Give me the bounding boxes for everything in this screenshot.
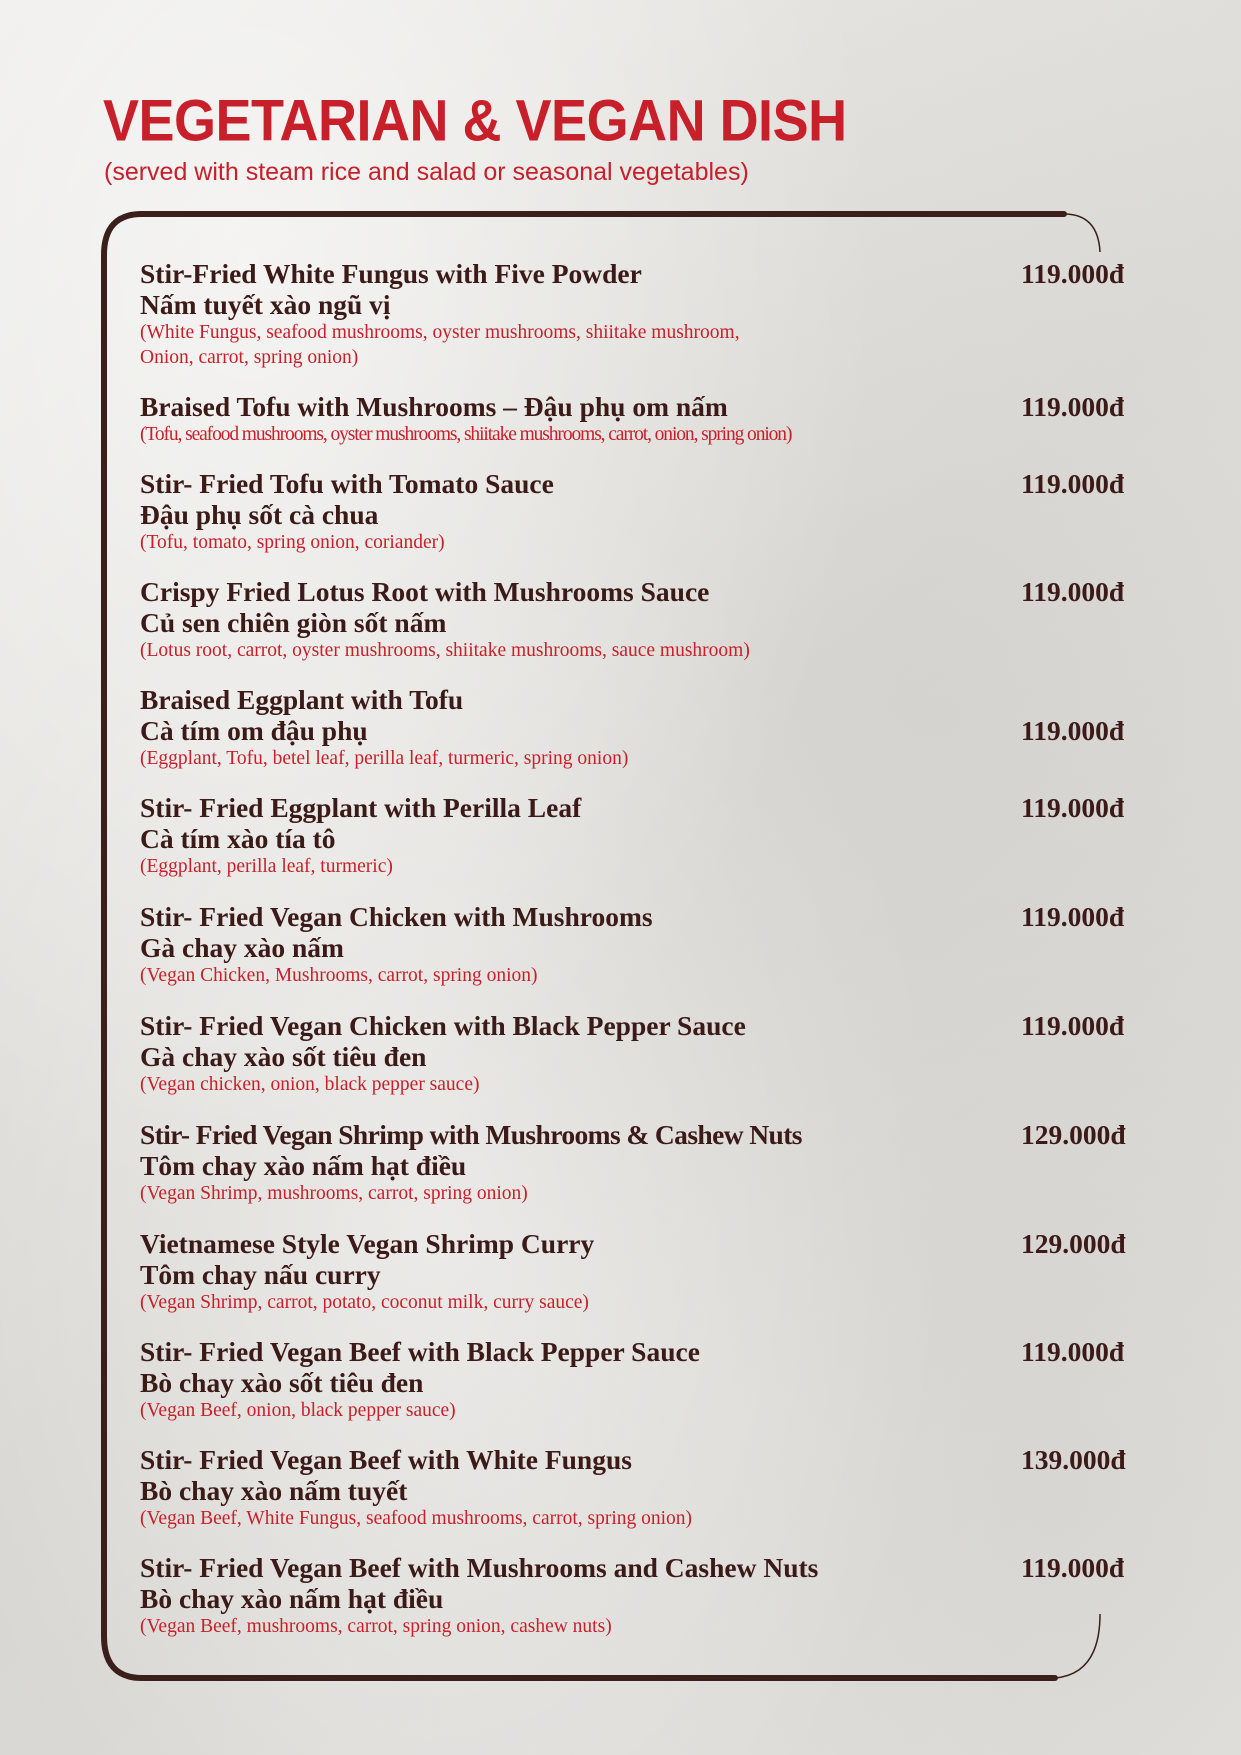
dish-name-en: Stir- Fried Vegan Beef with White Fungus [140, 1444, 632, 1475]
dish-ingredients: (Vegan Shrimp, carrot, potato, coconut milk, curry sauce) [140, 1292, 589, 1313]
dish-ingredients: (Tofu, tomato, spring onion, coriander) [140, 532, 445, 553]
dish-price: 119.000đ [1021, 468, 1125, 499]
dish-price: 119.000đ [1021, 715, 1125, 746]
menu-item [140, 792, 1181, 879]
dish-price: 119.000đ [1021, 792, 1125, 823]
dish-name-en: Vietnamese Style Vegan Shrimp Curry [140, 1228, 595, 1259]
dish-name-vi: Tôm chay xào nấm hạt điều [140, 1150, 467, 1181]
dish-name-en: Stir-Fried White Fungus with Five Powder [140, 258, 642, 289]
menu-item [140, 1228, 1181, 1315]
menu-item [140, 576, 1181, 663]
dish-price: 129.000đ [1021, 1119, 1126, 1150]
dish-name-en: Stir- Fried Eggplant with Perilla Leaf [140, 792, 582, 823]
page-subtitle: (served with steam rice and salad or seasonal vegetables) [104, 158, 749, 186]
dish-ingredients: (Vegan chicken, onion, black pepper sauce) [140, 1074, 480, 1095]
menu-item [140, 1552, 1181, 1639]
menu-item [140, 391, 1181, 447]
dish-price: 119.000đ [1021, 901, 1125, 932]
page-title: VEGETARIAN & VEGAN DISH [103, 88, 847, 154]
menu-item [140, 1336, 1181, 1423]
dish-name-en: Stir- Fried Vegan Beef with Black Pepper Sauce [140, 1336, 700, 1367]
dish-ingredients: (Vegan Beef, onion, black pepper sauce) [140, 1400, 456, 1421]
dish-name-vi: Gà chay xào nấm [140, 932, 344, 963]
dish-name-en: Stir- Fried Vegan Beef with Mushrooms and Cashew Nuts [140, 1552, 819, 1583]
dish-price: 119.000đ [1021, 258, 1125, 289]
dish-ingredients-continued: Onion, carrot, spring onion) [140, 347, 359, 368]
dish-ingredients: (Vegan Shrimp, mushrooms, carrot, spring onion) [140, 1183, 528, 1204]
dish-name-vi: Nấm tuyết xào ngũ vị [140, 289, 391, 320]
dish-ingredients: (Tofu, seafood mushrooms, oyster mushrooms, shiitake mushrooms, carrot, onion, spring onion) [140, 424, 792, 445]
menu-item [140, 468, 1181, 555]
dish-price: 129.000đ [1021, 1228, 1126, 1259]
dish-name-vi: Cà tím om đậu phụ [140, 715, 368, 746]
dish-name-en: Stir- Fried Vegan Shrimp with Mushrooms & Cashew Nuts [140, 1119, 802, 1150]
dish-name-vi: Gà chay xào sốt tiêu đen [140, 1041, 427, 1072]
dish-ingredients: (White Fungus, seafood mushrooms, oyster mushrooms, shiitake mushroom, [140, 322, 740, 343]
dish-ingredients: (Eggplant, Tofu, betel leaf, perilla leaf, turmeric, spring onion) [140, 748, 629, 769]
dish-price: 139.000đ [1021, 1444, 1126, 1475]
dish-name-vi: Bò chay xào nấm hạt điều [140, 1583, 444, 1614]
dish-price: 119.000đ [1021, 391, 1125, 422]
menu-item [140, 684, 1181, 771]
dish-name-en: Stir- Fried Vegan Chicken with Black Pepper Sauce [140, 1010, 746, 1041]
dish-name-vi: Bò chay xào sốt tiêu đen [140, 1367, 424, 1398]
dish-price: 119.000đ [1021, 576, 1125, 607]
dish-price: 119.000đ [1021, 1010, 1125, 1041]
dish-name-vi: Bò chay xào nấm tuyết [140, 1475, 408, 1506]
dish-ingredients: (Vegan Chicken, Mushrooms, carrot, spring onion) [140, 965, 538, 986]
menu-item [140, 1010, 1181, 1097]
dish-ingredients: (Vegan Beef, White Fungus, seafood mushrooms, carrot, spring onion) [140, 1508, 693, 1529]
dish-ingredients: (Lotus root, carrot, oyster mushrooms, shiitake mushrooms, sauce mushroom) [140, 640, 750, 661]
dish-name-vi: Củ sen chiên giòn sốt nấm [140, 607, 447, 638]
dish-name-vi: Đậu phụ sốt cà chua [140, 499, 379, 530]
dish-name-en: Braised Eggplant with Tofu [140, 684, 464, 715]
dish-price: 119.000đ [1021, 1552, 1125, 1583]
menu-item [140, 1119, 1181, 1206]
menu-item [140, 258, 1181, 370]
dish-name-en: Stir- Fried Tofu with Tomato Sauce [140, 468, 554, 499]
dish-ingredients: (Eggplant, perilla leaf, turmeric) [140, 856, 393, 877]
dish-ingredients: (Vegan Beef, mushrooms, carrot, spring onion, cashew nuts) [140, 1616, 612, 1637]
dish-name-en: Stir- Fried Vegan Chicken with Mushrooms [140, 901, 653, 932]
dish-price: 119.000đ [1021, 1336, 1125, 1367]
menu-item [140, 1444, 1181, 1531]
menu-item [140, 901, 1181, 988]
dish-name-en: Braised Tofu with Mushrooms – Đậu phụ om nấm [140, 391, 728, 422]
dish-name-vi: Cà tím xào tía tô [140, 823, 336, 854]
dish-name-en: Crispy Fried Lotus Root with Mushrooms Sauce [140, 576, 710, 607]
dish-name-vi: Tôm chay nấu curry [140, 1259, 381, 1290]
